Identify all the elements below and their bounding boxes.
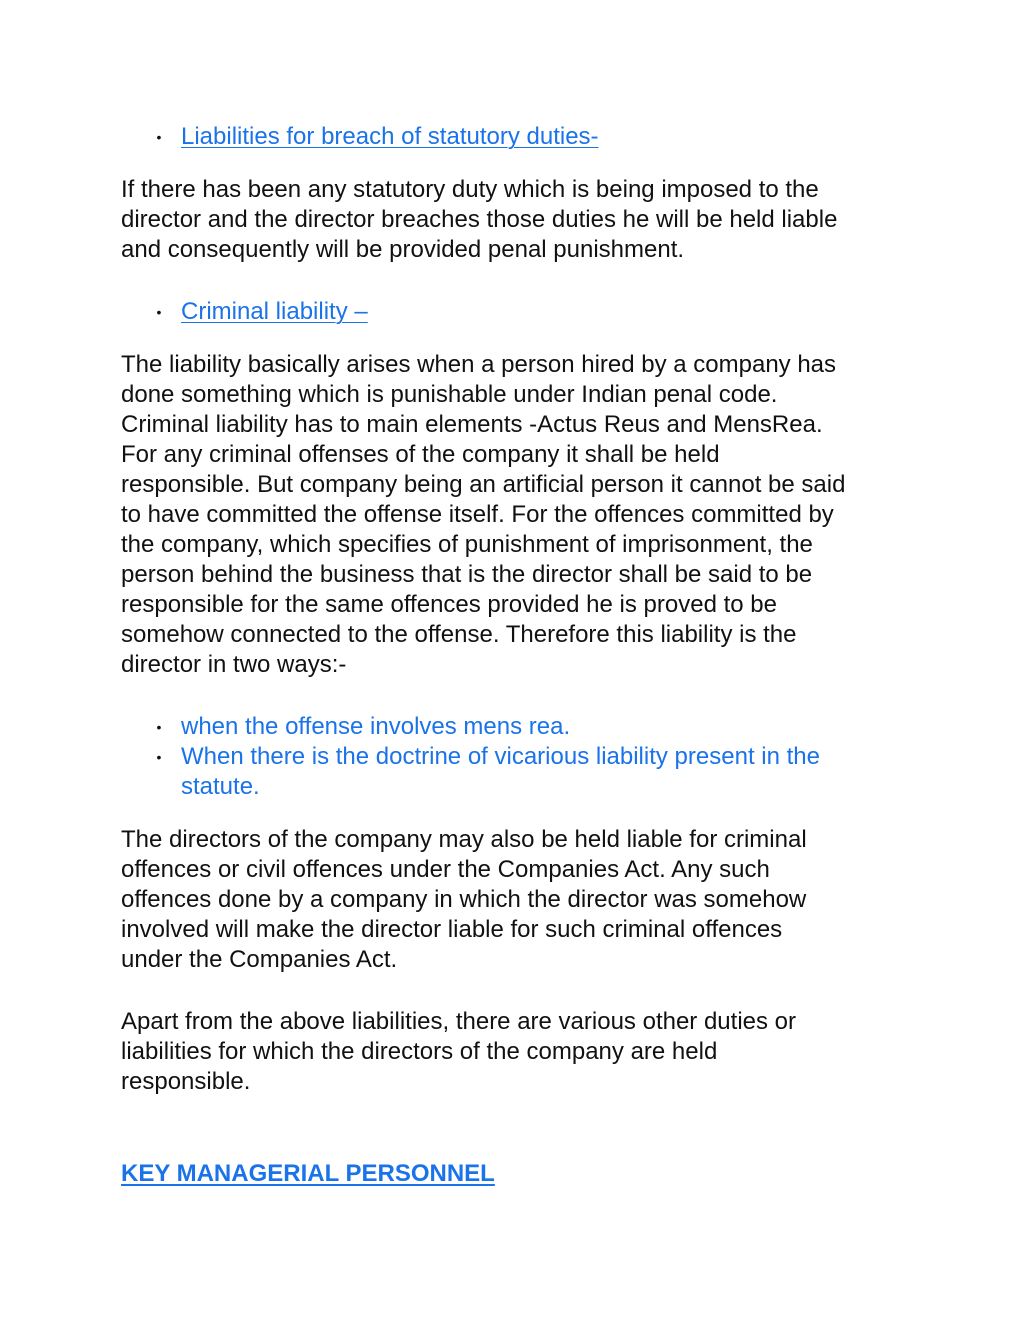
criminal-liability-link[interactable]: Criminal liability – xyxy=(181,298,368,325)
criminal-liability-paragraph: The liability basically arises when a person hired by a company has done something which is punishable under Indian penal code. Criminal liability has to main elements -Actus Reus and MensRea. For any criminal offenses of the company it shall be held responsible. But company being an artificial person it cannot be said to have committed the offense itself. For the offences committed by the company, which specifies of punishment of imprisonment, the person behind the business that is the director shall be said to be responsible for the same offences provided he is proved to be somehow connected to the offense. Therefore this liability is the director in two ways:- xyxy=(121,351,846,678)
list-item xyxy=(121,297,881,327)
list-item xyxy=(121,712,881,742)
statutory-duties-link[interactable]: Liabilities for breach of statutory duties- xyxy=(181,123,599,150)
bullet-icon: • xyxy=(156,304,162,320)
ways-item-mens-rea: when the offense involves mens rea. xyxy=(181,713,571,740)
statutory-duties-paragraph: If there has been any statutory duty which is being imposed to the director and the director breaches those duties he will be held liable and consequently will be provided penal punishment. xyxy=(121,176,838,263)
ways-item-vicarious-liability: When there is the doctrine of vicarious liability present in the statute. xyxy=(181,743,820,800)
bullet-icon: • xyxy=(156,129,162,145)
two-ways-list xyxy=(121,712,921,802)
other-duties-paragraph: Apart from the above liabilities, there are various other duties or liabilities for which the directors of the company are held responsible. xyxy=(121,1008,797,1095)
key-managerial-personnel-link[interactable]: KEY MANAGERIAL PERSONNEL xyxy=(121,1160,495,1187)
list-item xyxy=(121,742,881,802)
criminal-bullet-list xyxy=(121,297,921,327)
statutory-bullet-list xyxy=(121,122,921,152)
document-page xyxy=(121,118,921,1189)
list-item xyxy=(121,122,881,152)
key-managerial-personnel-heading xyxy=(121,1129,921,1189)
bullet-icon: • xyxy=(156,749,162,765)
bullet-icon: • xyxy=(156,719,162,735)
companies-act-paragraph: The directors of the company may also be held liable for criminal offences or civil offences under the Companies Act. Any such offences done by a company in which the director was somehow involved will make the director liable for such criminal offences under the Companies Act. xyxy=(121,826,807,973)
